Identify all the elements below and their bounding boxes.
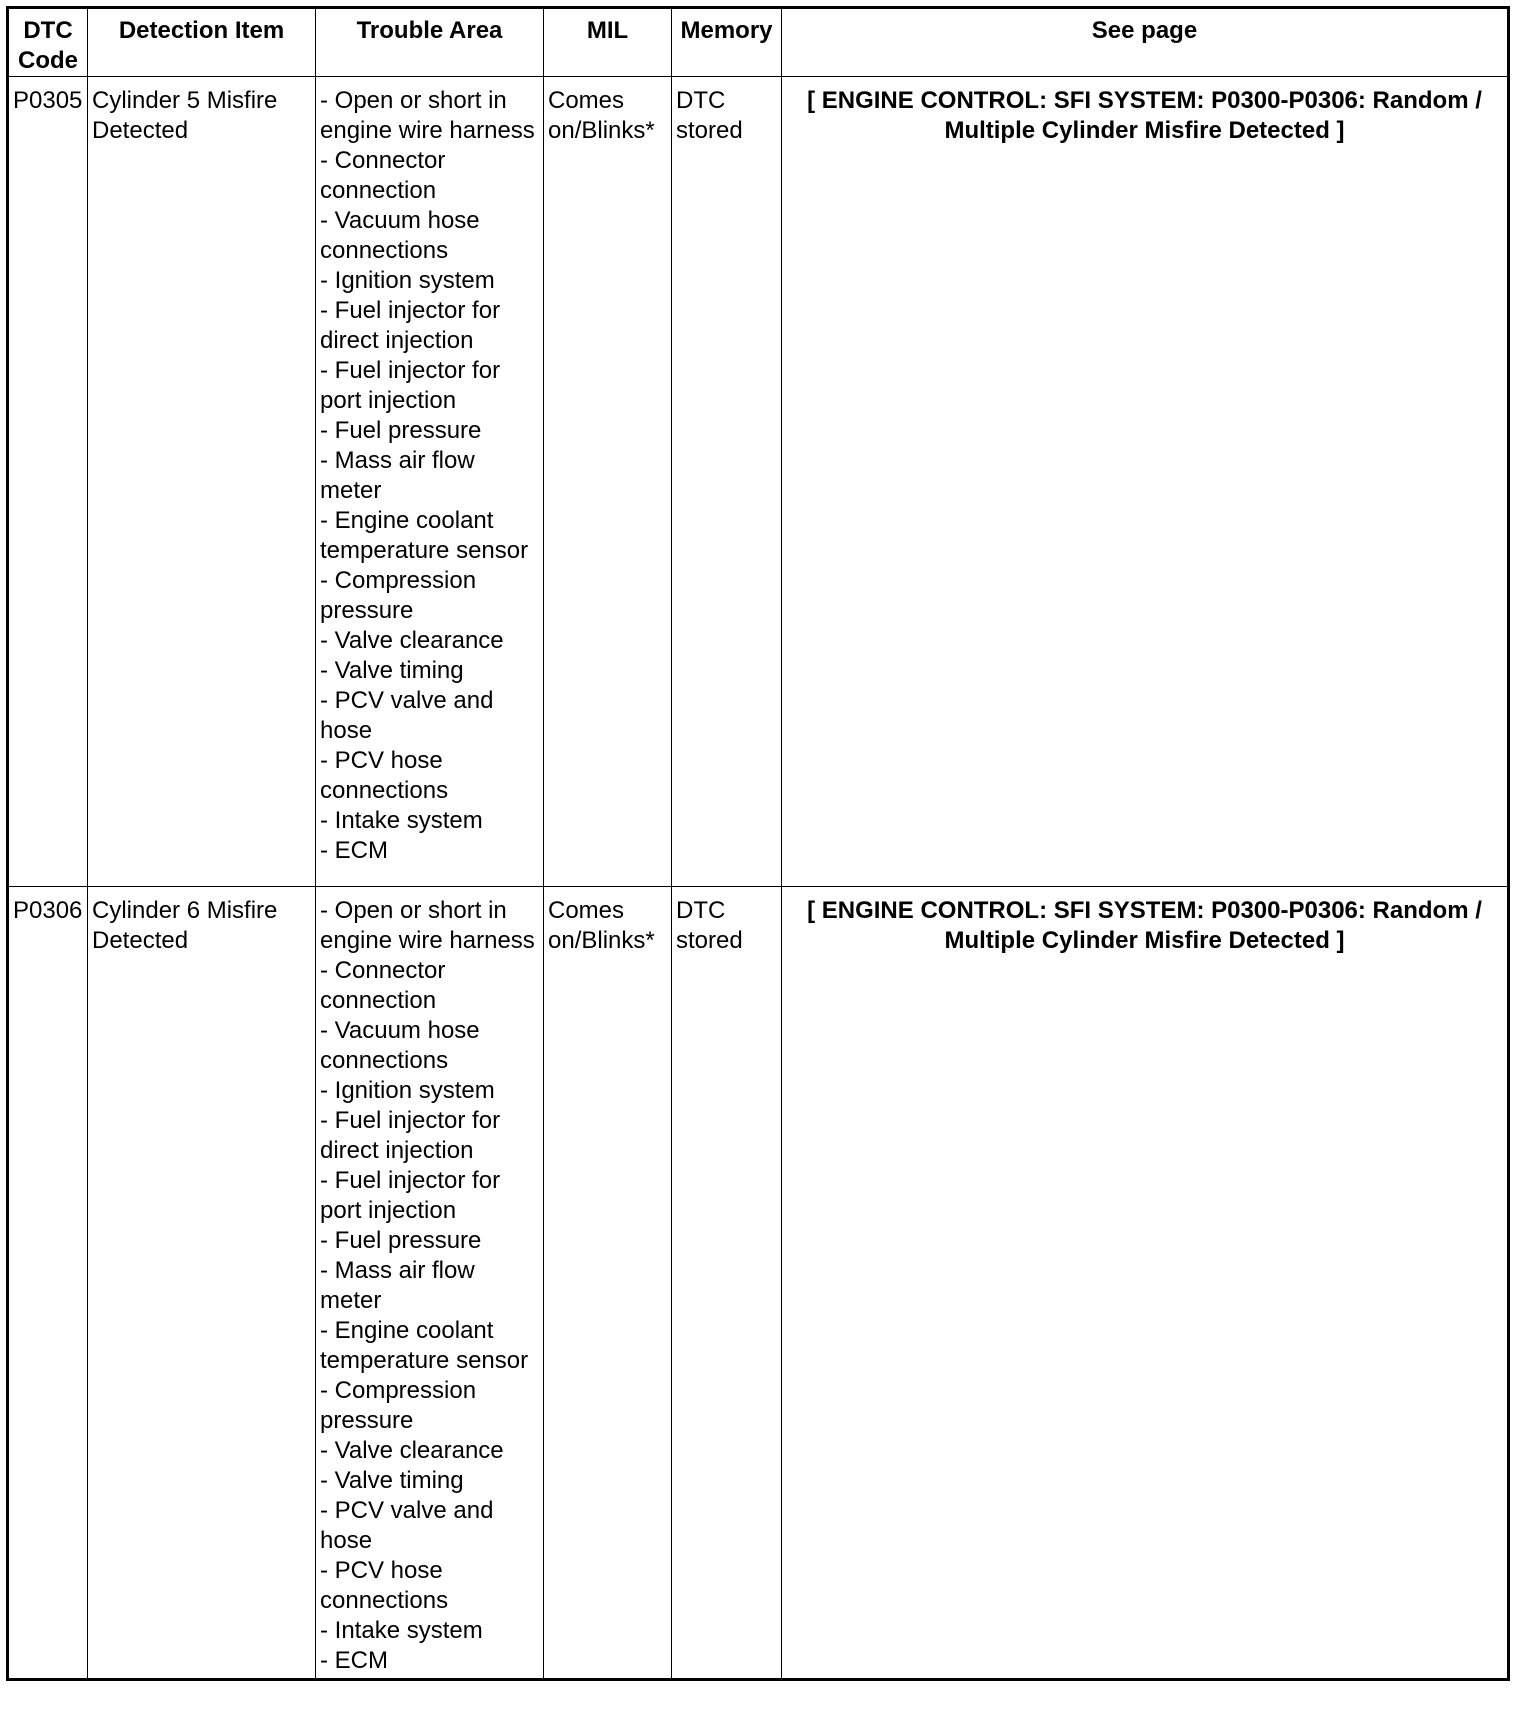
header-dtc-code: DTC Code [8,8,88,77]
header-trouble-area: Trouble Area [316,8,544,77]
table-row [8,887,1509,1680]
trouble-area-item: - Valve timing [320,1467,464,1494]
dtc-code-cell: P0305 [8,77,88,887]
header-detection-item: Detection Item [88,8,316,77]
header-see-page: See page [782,8,1509,77]
trouble-area-item: - PCV valve and hose [320,687,494,744]
table-row [8,77,1509,887]
trouble-area-item: - Connector connection [320,957,446,1014]
trouble-area-item: - Engine coolant temperature sensor [320,1317,529,1374]
see-page-cell: [ ENGINE CONTROL: SFI SYSTEM: P0300-P0306: Random / Multiple Cylinder Misfire Detected ] [782,77,1509,887]
trouble-area-item: - ECM [320,1647,388,1674]
trouble-area-item: - Valve clearance [320,627,504,654]
detection-item-cell: Cylinder 5 Misfire Detected [88,77,316,887]
dtc-table [6,6,1510,1681]
header-mil: MIL [544,8,672,77]
mil-cell: Comes on/Blinks* [544,77,672,887]
trouble-area-item: - Open or short in engine wire harness [320,87,535,144]
trouble-area-item: - Vacuum hose connections [320,1017,480,1074]
trouble-area-item: - Compression pressure [320,1377,477,1434]
trouble-area-item: - Ignition system [320,267,495,294]
trouble-area-item: - Intake system [320,1617,483,1644]
trouble-area-item: - Fuel injector for direct injection [320,297,501,354]
dtc-code-cell: P0306 [8,887,88,1680]
mil-cell: Comes on/Blinks* [544,887,672,1680]
trouble-area-item: - Mass air flow meter [320,447,475,504]
trouble-area-item: - Fuel injector for direct injection [320,1107,501,1164]
memory-cell: DTC stored [672,77,782,887]
trouble-area-item: - PCV hose connections [320,1557,449,1614]
trouble-area-item: - Vacuum hose connections [320,207,480,264]
trouble-area-item: - Fuel pressure [320,417,482,444]
detection-item-cell: Cylinder 6 Misfire Detected [88,887,316,1680]
trouble-area-cell [316,77,544,887]
trouble-area-item: - Fuel injector for port injection [320,357,501,414]
header-memory: Memory [672,8,782,77]
trouble-area-item: - Ignition system [320,1077,495,1104]
trouble-area-item: - PCV valve and hose [320,1497,494,1554]
trouble-area-item: - Compression pressure [320,567,477,624]
trouble-area-item: - Intake system [320,807,483,834]
trouble-area-item: - Open or short in engine wire harness [320,897,535,954]
trouble-area-item: - Fuel injector for port injection [320,1167,501,1224]
see-page-cell: [ ENGINE CONTROL: SFI SYSTEM: P0300-P0306: Random / Multiple Cylinder Misfire Detected ] [782,887,1509,1680]
trouble-area-item: - PCV hose connections [320,747,449,804]
trouble-area-item: - Engine coolant temperature sensor [320,507,529,564]
trouble-area-item: - Connector connection [320,147,446,204]
trouble-area-cell [316,887,544,1680]
trouble-area-item: - ECM [320,837,388,864]
trouble-area-item: - Valve clearance [320,1437,504,1464]
memory-cell: DTC stored [672,887,782,1680]
table-header-row [8,8,1509,77]
trouble-area-item: - Valve timing [320,657,464,684]
trouble-area-item: - Fuel pressure [320,1227,482,1254]
trouble-area-item: - Mass air flow meter [320,1257,475,1314]
